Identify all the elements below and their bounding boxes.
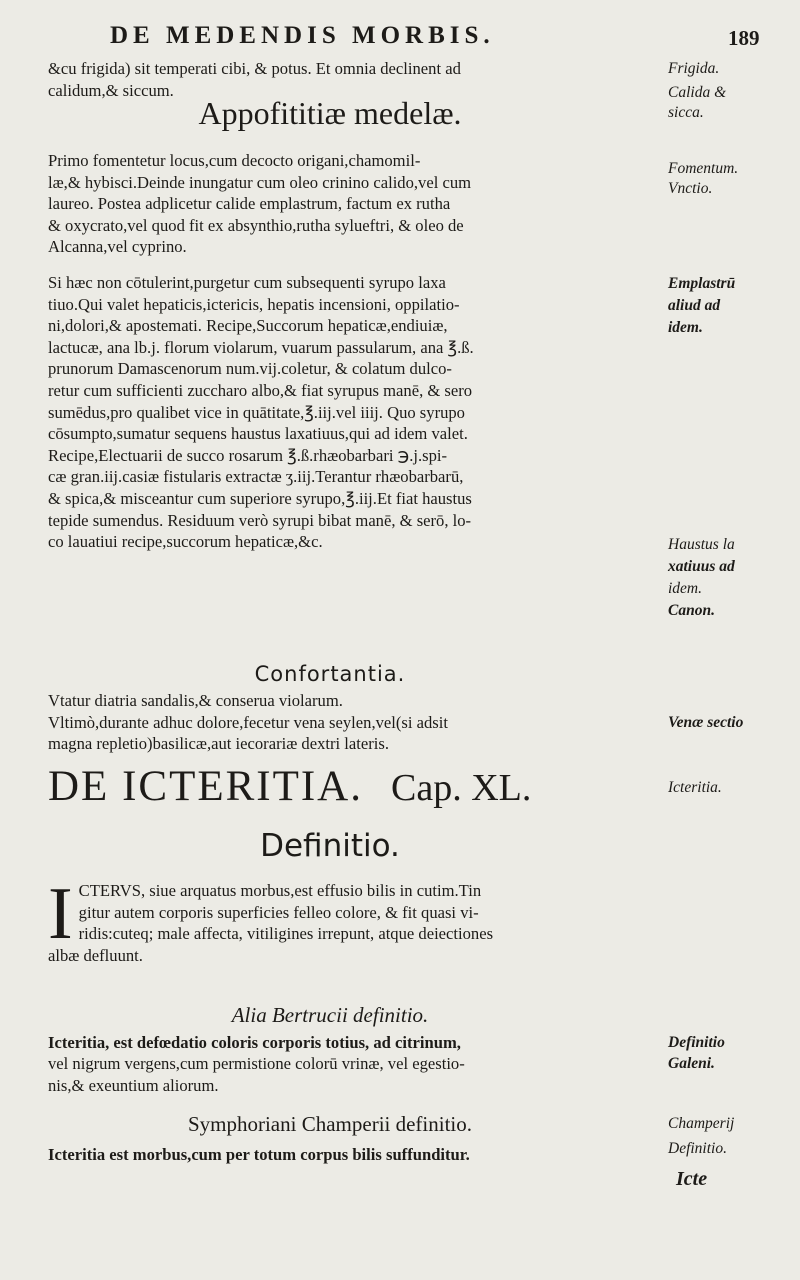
text-line: magna repletio)basilicæ,aut iecorariæ dextri lateris. xyxy=(48,734,389,754)
paragraph-icterus xyxy=(48,873,658,966)
text-line: &cu frigida) sit temperati cibi, & potus. Et omnia declinent ad xyxy=(48,59,461,78)
text-line: cæ gran.iij.casiæ fistularis extractæ ʒ.iij.Terantur rhæobarbarū, xyxy=(48,467,464,487)
text-line: CTERVS, siue arquatus morbus,est effusio bilis in cutim.Tin xyxy=(78,881,482,900)
chapter-title xyxy=(48,762,688,811)
running-head: DE MEDENDIS MORBIS. xyxy=(110,22,495,49)
text-line: ni,dolori,& apostemati. Recipe,Succorum hepaticæ,endiuiæ, xyxy=(48,316,448,336)
section-heading-definitio: Definitio. xyxy=(260,828,400,864)
margin-note-venae-sectio: Venæ sectio xyxy=(668,714,744,731)
text-line: Icteritia, est defœdatio coloris corporis totius, ad citrinum, xyxy=(48,1033,461,1052)
text-line: cōsumpto,sumatur sequens haustus laxatiuus,qui ad idem valet. xyxy=(48,424,468,444)
chapter-title-text: DE ICTERITIA. xyxy=(48,763,363,810)
drop-cap: I xyxy=(48,873,73,955)
catchword: Icte xyxy=(676,1168,708,1190)
margin-note-canon: Canon. xyxy=(668,602,715,619)
margin-note-galeni: Galeni. xyxy=(668,1055,715,1072)
text-line: co lauatiui recipe,succorum hepaticæ,&c. xyxy=(48,532,323,552)
text-line: nis,& exeuntium aliorum. xyxy=(48,1075,219,1095)
text-line: Recipe,Electuarii de succo rosarum ℥.ß.rhæobarbari ℈.j.spi- xyxy=(48,445,448,465)
paragraph-fomentum xyxy=(48,150,658,258)
margin-note-xatiuus: xatiuus ad xyxy=(668,558,735,575)
paragraph-champerii xyxy=(48,1144,658,1166)
text-line: & spica,& misceantur cum superiore syrupo,℥.iij.Et fiat haustus xyxy=(48,488,472,508)
margin-note-icteritia: Icteritia. xyxy=(668,779,722,796)
margin-note-definitio-galeni: Definitio xyxy=(668,1034,725,1051)
text-line: albæ defluunt. xyxy=(48,945,143,965)
margin-note-idem-2: idem. xyxy=(668,580,703,597)
paragraph-syrupus xyxy=(48,272,658,553)
text-line: Alcanna,vel cyprino. xyxy=(48,237,187,257)
text-line: & oxycrato,vel quod fit ex absynthio,rutha sylueftri, & oleo de xyxy=(48,215,464,235)
text-line: tiuo.Qui valet hepaticis,ictericis, hepatis incensioni, oppilatio- xyxy=(48,294,460,314)
text-line: calidum,& siccum. xyxy=(48,80,174,100)
paragraph-bertrucii xyxy=(48,1032,658,1054)
text-line: gitur autem corporis superficies felleo colore, & fit quasi vi- xyxy=(78,902,479,922)
margin-note-fomentum: Fomentum. xyxy=(668,160,739,177)
text-line: ridis:cuteq; male affecta, vitiligines irrepunt, atque deiectiones xyxy=(78,924,494,944)
section-heading-champerii: Symphoriani Champerii definitio. xyxy=(187,1112,473,1136)
text-line: sumēdus,pro qualibet vice in quātitate,℥.iij.vel iiij. Quo syrupo xyxy=(48,402,465,422)
text-line: Icteritia est morbus,cum per totum corpus bilis suffunditur. xyxy=(48,1145,470,1164)
text-line: Vltimò,durante adhuc dolore,fecetur vena seylen,vel(si adsit xyxy=(48,712,448,732)
text-line: Primo fomentetur locus,cum decocto origani,chamomil- xyxy=(48,151,421,170)
section-heading-confortantia: Confortantia. xyxy=(254,662,406,686)
paragraph-confortantia xyxy=(48,690,658,755)
margin-note-champerij: Champerij xyxy=(668,1115,735,1132)
text-line: Si hæc non cōtulerint,purgetur cum subsequenti syrupo laxa xyxy=(48,273,446,292)
text-line: retur cum sufficienti zuccharo albo,& fiat syrupus manē, & sero xyxy=(48,380,473,400)
margin-note-calida: Calida & xyxy=(668,84,727,101)
text-line: tepide sumendus. Residuum verò syrupi bibat manē, & serō, lo- xyxy=(48,510,472,530)
margin-note-haustus: Haustus la xyxy=(668,536,735,553)
page-number: 189 xyxy=(728,26,760,50)
margin-note-aliud: aliud ad xyxy=(668,297,721,314)
margin-note-sicca: sicca. xyxy=(668,104,704,121)
section-heading-appositi: Appofititiæ medelæ. xyxy=(198,95,462,131)
chapter-number: Cap. XL. xyxy=(391,767,532,809)
text-line: vel nigrum vergens,cum permistione colorū vrinæ, vel egestio- xyxy=(48,1054,465,1073)
margin-note-frigida: Frigida. xyxy=(668,60,720,77)
margin-note-emplastrum: Emplastrū xyxy=(668,275,736,292)
margin-note-vnctio: Vnctio. xyxy=(668,180,713,197)
paragraph-bertrucii-cont xyxy=(48,1053,658,1096)
text-line: prunorum Damascenorum num.vij.coletur, & colatum dulco- xyxy=(48,359,452,379)
margin-note-idem: idem. xyxy=(668,319,703,336)
text-line: lactucæ, ana lb.j. florum violarum, vuarum passularum, ana ℥.ß. xyxy=(48,337,474,357)
text-line: Vtatur diatria sandalis,& conserua violarum. xyxy=(48,691,343,710)
section-heading-alia: Alia Bertrucii definitio. xyxy=(231,1003,429,1027)
text-line: læ,& hybisci.Deinde inungatur cum oleo crinino calido,vel cum xyxy=(48,172,472,192)
margin-note-definitio: Definitio. xyxy=(668,1140,727,1157)
text-line: laureo. Postea adplicetur calide emplastrum, factum ex rutha xyxy=(48,194,451,214)
